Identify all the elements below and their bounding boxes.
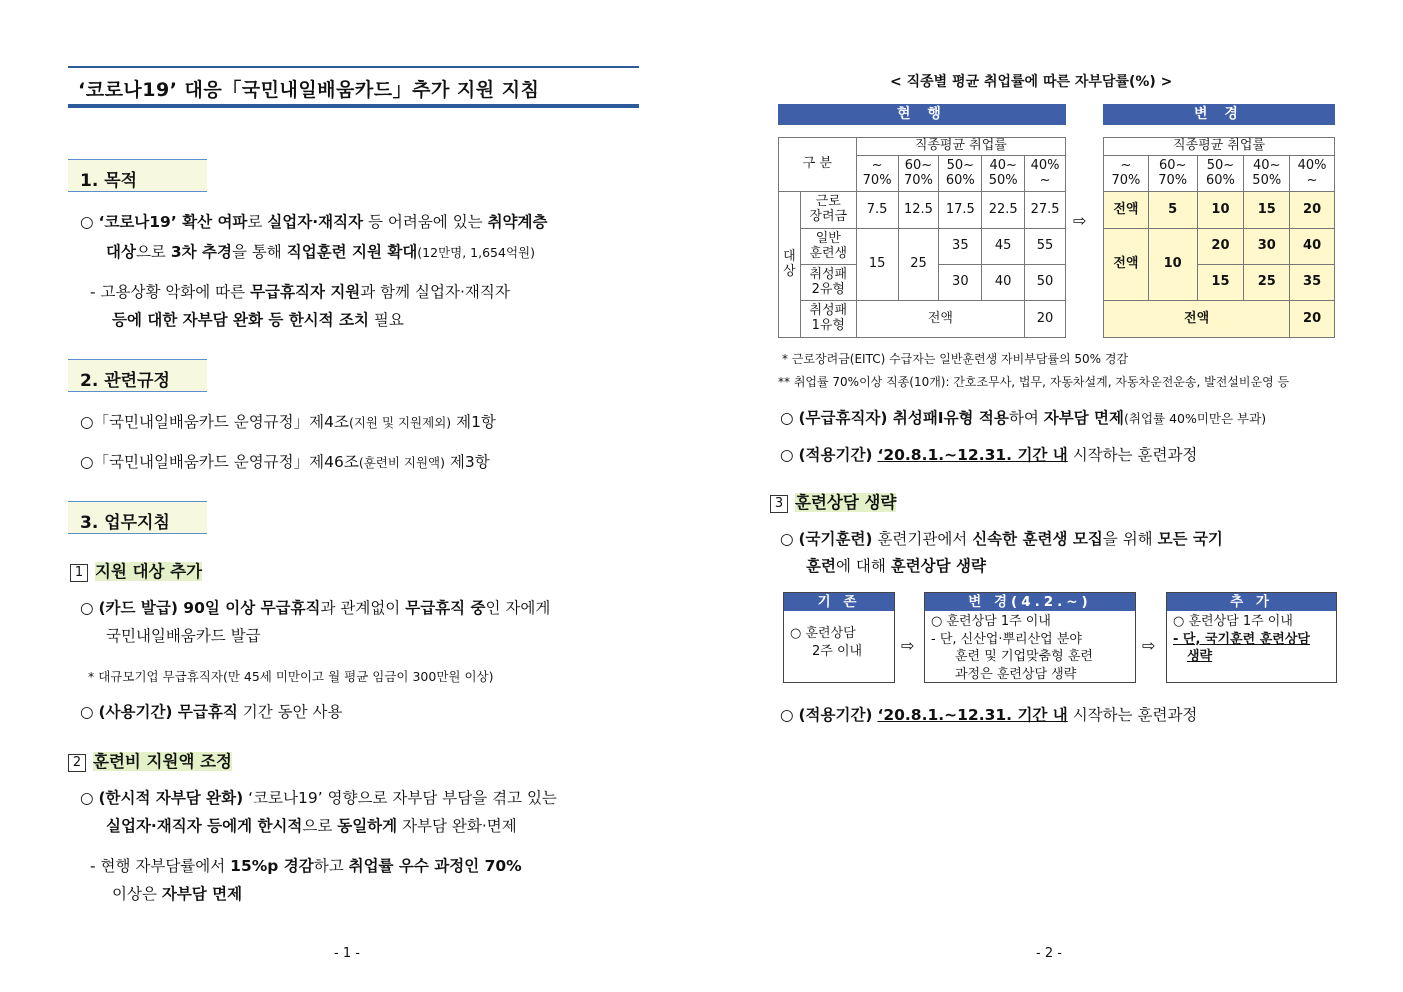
cell: 40 — [982, 265, 1025, 301]
cost-line-4: 이상은 자부담 면제 — [112, 885, 243, 903]
section-heading-regulations: 2. 관련규정 — [68, 359, 207, 392]
usage-period-line: ○ (사용기간) 무급휴직 기간 동안 사용 — [80, 703, 343, 721]
box-existing-line: 2주 이내 — [812, 643, 863, 659]
cell: 55 — [1025, 229, 1066, 265]
target-label: 대 상 — [779, 192, 801, 338]
cell: 45 — [982, 229, 1025, 265]
box-added — [1166, 592, 1337, 683]
page-number-2: - 2 - — [1036, 946, 1062, 961]
box-changed — [924, 592, 1136, 683]
row-label-eitc: 근로 장려금 — [800, 192, 856, 229]
table-title: < 직종별 평균 취업률에 따른 자부담률(%) > — [890, 74, 1173, 90]
cell: 27.5 — [1025, 192, 1066, 229]
cell: 10 — [1148, 229, 1197, 301]
cell: 50 — [1025, 265, 1066, 301]
header-rate-col: 60~ 70% — [1148, 156, 1197, 192]
box-existing — [783, 592, 895, 683]
row-label-general: 일반 훈련생 — [800, 229, 856, 265]
header-rate-col: 60~ 70% — [898, 156, 939, 192]
subsection-support-target: 1 지원 대상 추가 — [70, 558, 202, 582]
new-rate-table — [1103, 137, 1335, 338]
new-header-bar: 변 경 — [1103, 104, 1335, 125]
target-line-1: ○ (카드 발급) 90일 이상 무급휴직과 관계없이 무급휴직 중인 자에게 — [80, 599, 551, 617]
cell: 20 — [1290, 301, 1335, 338]
cost-line-2: 실업자·재직자 등에게 한시적으로 동일하게 자부담 완화·면제 — [106, 817, 517, 835]
regulation-2: ○「국민내일배움카드 운영규정」제46조(훈련비 지원액) 제3항 — [80, 453, 490, 471]
cell: 35 — [939, 229, 982, 265]
table-note-1: * 근로장려금(EITC) 수급자는 일반훈련생 자비부담률의 50% 경감 — [782, 352, 1129, 366]
document-title: ‘코로나19’ 대응「국민내일배움카드」추가 지원 지침 — [68, 66, 639, 108]
cell: 10 — [1197, 192, 1244, 229]
row-label-type2: 취성패 2유형 — [800, 265, 856, 301]
table-note-2: ** 취업률 70%이상 직종(10개): 간호조무사, 법무, 자동차설계, 자동차운전운송, 발전설비운영 등 — [778, 375, 1290, 389]
header-rate-col: 50~ 60% — [1197, 156, 1244, 192]
cell: 20 — [1290, 192, 1335, 229]
cell: 15 — [856, 229, 898, 301]
apply-period-line-2: ○ (적용기간) ‘20.8.1.~12.31. 기간 내 시작하는 훈련과정 — [780, 706, 1198, 724]
cell: 25 — [1244, 265, 1290, 301]
page-1 — [0, 0, 700, 992]
header-employment-rate: 직종평균 취업률 — [1104, 138, 1335, 156]
arrow-icon: ⇨ — [1142, 636, 1156, 655]
header-gubun: 구 분 — [779, 138, 857, 192]
box-changed-line: 훈련 및 기업맞춤형 훈련 — [955, 649, 1093, 665]
box-existing-head: 기 존 — [784, 593, 894, 611]
cell: 전액 — [1104, 301, 1290, 338]
box-existing-line: ○ 훈련상담 — [790, 626, 856, 641]
box-changed-line: - 단, 신산업·뿌리산업 분야 — [931, 631, 1082, 647]
cell: 7.5 — [856, 192, 898, 229]
cell: 15 — [1244, 192, 1290, 229]
cell: 전액 — [1104, 192, 1149, 229]
purpose-line-4: 등에 대한 자부담 완화 등 한시적 조치 필요 — [112, 311, 404, 329]
header-rate-col: ~ 70% — [856, 156, 898, 192]
cost-line-3: - 현행 자부담률에서 15%p 경감하고 취업률 우수 과정인 70% — [90, 857, 522, 875]
cell: 30 — [939, 265, 982, 301]
cell: 12.5 — [898, 192, 939, 229]
box-changed-head: 변 경(4.2.~) — [925, 593, 1135, 611]
arrow-icon: ⇨ — [901, 636, 915, 655]
cell: 25 — [898, 229, 939, 301]
cell: 30 — [1244, 229, 1290, 265]
cell: 15 — [1197, 265, 1244, 301]
purpose-line-2: 대상으로 3차 추경을 통해 직업훈련 지원 확대(12만명, 1,654억원) — [106, 243, 535, 261]
page-2 — [700, 0, 1403, 992]
box-added-line: 생략 — [1187, 649, 1213, 665]
section-heading-guidelines: 3. 업무지침 — [68, 501, 207, 534]
cell: 40 — [1290, 229, 1335, 265]
header-employment-rate: 직종평균 취업률 — [856, 138, 1065, 156]
current-header-bar: 현 행 — [778, 104, 1066, 125]
target-line-2: 국민내일배움카드 발급 — [106, 627, 261, 645]
row-label-type1: 취성패 1유형 — [800, 301, 856, 338]
cell: 17.5 — [939, 192, 982, 229]
header-rate-col: 50~ 60% — [939, 156, 982, 192]
unpaid-leave-line: ○ (무급휴직자) 취성패Ⅰ유형 적용하여 자부담 면제(취업률 40%미만은 부과) — [780, 409, 1267, 427]
subsection-training-cost: 2 훈련비 지원액 조정 — [68, 748, 232, 772]
header-rate-col: 40% ~ — [1290, 156, 1335, 192]
subsection-counseling-skip: 3 훈련상담 생략 — [770, 489, 896, 513]
counseling-line-2: 훈련에 대해 훈련상담 생략 — [806, 557, 986, 575]
box-added-line: - 단, 국기훈련 훈련상담 — [1173, 631, 1310, 647]
regulation-1: ○「국민내일배움카드 운영규정」제4조(지원 및 지원제외) 제1항 — [80, 413, 496, 431]
header-rate-col: ~ 70% — [1104, 156, 1149, 192]
cell: 전액 — [856, 301, 1024, 338]
target-note: * 대규모기업 무급휴직자(만 45세 미만이고 월 평균 임금이 300만원 이상) — [88, 669, 494, 684]
header-rate-col: 40% ~ — [1025, 156, 1066, 192]
cell: 5 — [1148, 192, 1197, 229]
header-rate-col: 40~ 50% — [982, 156, 1025, 192]
cell: 20 — [1025, 301, 1066, 338]
cell: 20 — [1197, 229, 1244, 265]
box-added-line: ○ 훈련상담 1주 이내 — [1173, 614, 1293, 629]
box-changed-line: 과정은 훈련상담 생략 — [955, 666, 1077, 682]
purpose-line-3: - 고용상황 악화에 따른 무급휴직자 지원과 함께 실업자·재직자 — [90, 283, 510, 301]
box-changed-line: ○ 훈련상담 1주 이내 — [931, 614, 1051, 629]
arrow-icon: ⇨ — [1073, 211, 1087, 230]
cell: 22.5 — [982, 192, 1025, 229]
apply-period-line-1: ○ (적용기간) ‘20.8.1.~12.31. 기간 내 시작하는 훈련과정 — [780, 446, 1198, 464]
cell: 35 — [1290, 265, 1335, 301]
box-added-head: 추 가 — [1167, 593, 1336, 611]
page-number-1: - 1 - — [334, 946, 360, 961]
cost-line-1: ○ (한시적 자부담 완화) ‘코로나19’ 영향으로 자부담 부담을 겪고 있는 — [80, 789, 557, 807]
section-heading-purpose: 1. 목적 — [68, 159, 207, 192]
cell: 전액 — [1104, 229, 1149, 301]
header-rate-col: 40~ 50% — [1244, 156, 1290, 192]
current-rate-table — [778, 137, 1066, 338]
purpose-line-1: ○ ‘코로나19’ 확산 여파로 실업자·재직자 등 어려움에 있는 취약계층 — [80, 213, 548, 231]
counseling-line-1: ○ (국기훈련) 훈련기관에서 신속한 훈련생 모집을 위해 모든 국기 — [780, 530, 1223, 548]
